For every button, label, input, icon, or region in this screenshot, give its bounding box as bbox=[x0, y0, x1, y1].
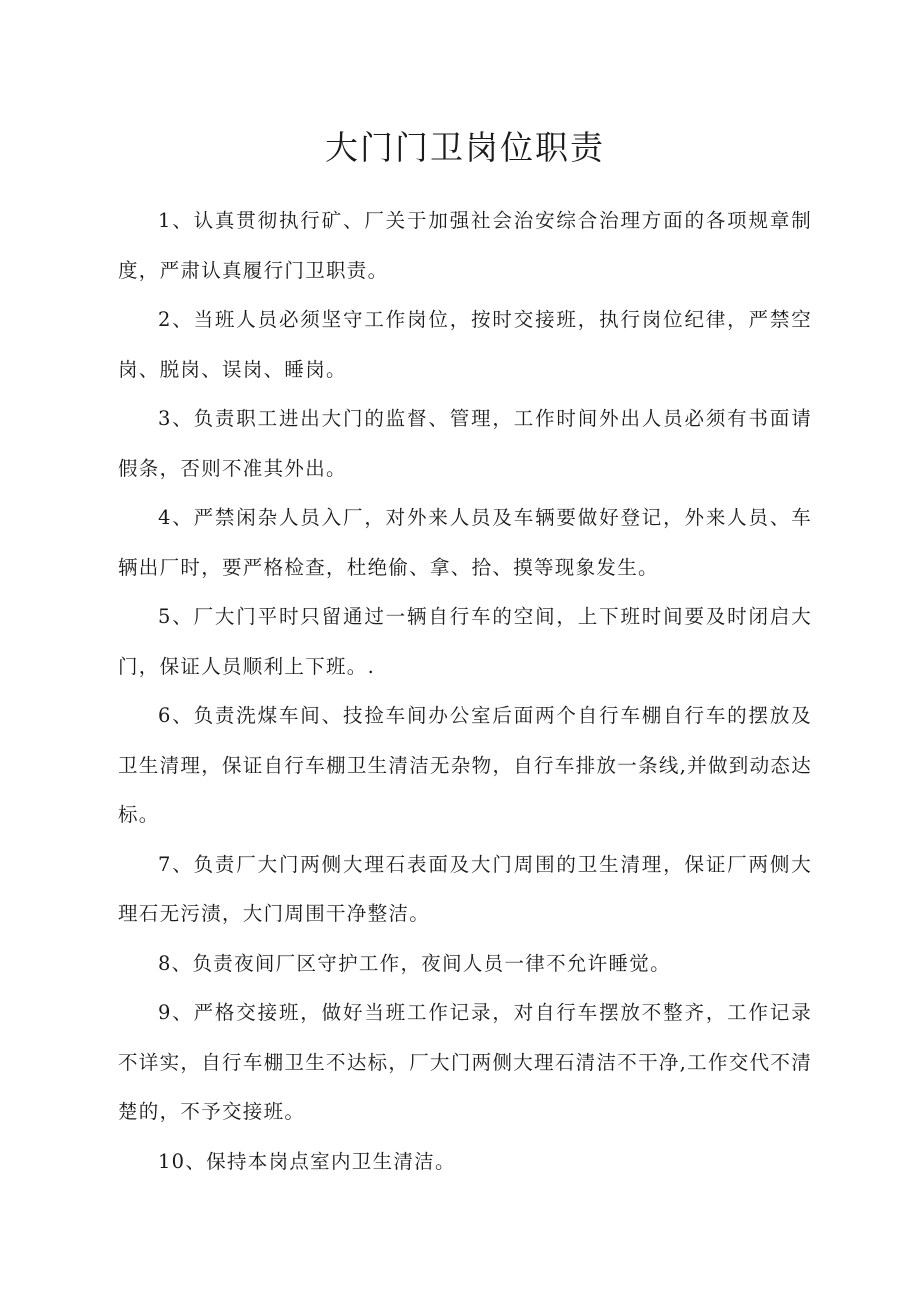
duty-item-2: 2、当班人员必须坚守工作岗位，按时交接班，执行岗位纪律，严禁空岗、脱岗、误岗、睡岗。 bbox=[118, 308, 812, 381]
duty-item-10: 10、保持本岗点室内卫生清洁。 bbox=[157, 1149, 456, 1173]
duty-item-4: 4、严禁闲杂人员入厂，对外来人员及车辆要做好登记，外来人员、车辆出厂时，要严格检查，杜绝偷、拿、拾、摸等现象发生。 bbox=[118, 506, 812, 579]
duty-item-8: 8、负责夜间厂区守护工作，夜间人员一律不允许睡觉。 bbox=[157, 951, 671, 975]
duty-list bbox=[118, 196, 812, 1186]
duty-item-1: 1、认真贯彻执行矿、厂关于加强社会治安综合治理方面的各项规章制度，严肃认真履行门卫职责。 bbox=[118, 209, 812, 282]
document-title: 大门门卫岗位职责 bbox=[325, 128, 605, 167]
duty-item-9: 9、严格交接班，做好当班工作记录，对自行车摆放不整齐，工作记录不详实，自行车棚卫生不达标，厂大门两侧大理石清洁不干净,工作交代不清楚的，不予交接班。 bbox=[118, 1001, 812, 1123]
duty-item-7: 7、负责厂大门两侧大理石表面及大门周围的卫生清理，保证厂两侧大理石无污渍，大门周围干净整洁。 bbox=[118, 852, 812, 925]
duty-item-6: 6、负责洗煤车间、技捡车间办公室后面两个自行车棚自行车的摆放及卫生清理，保证自行车棚卫生清洁无杂物，自行车排放一条线,并做到动态达标。 bbox=[118, 704, 812, 826]
duty-item-3: 3、负责职工进出大门的监督、管理，工作时间外出人员必须有书面请假条，否则不准其外出。 bbox=[118, 407, 812, 480]
duty-item-5: 5、厂大门平时只留通过一辆自行车的空间，上下班时间要及时闭启大门，保证人员顺利上下班。. bbox=[118, 605, 812, 678]
